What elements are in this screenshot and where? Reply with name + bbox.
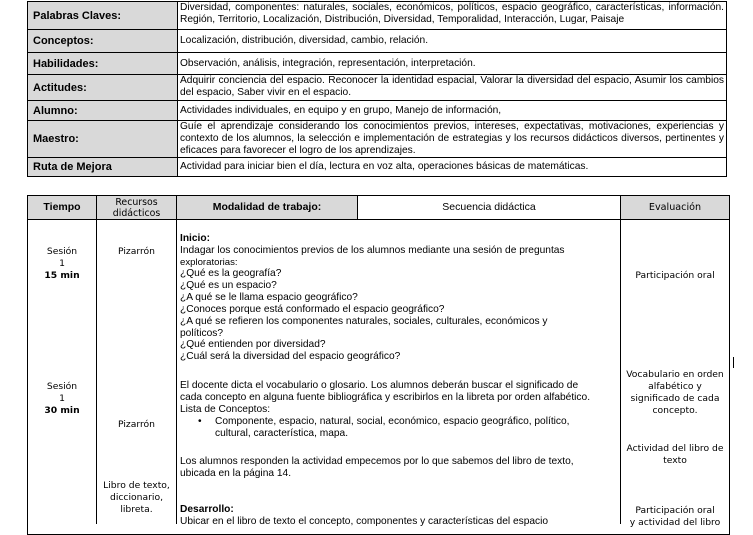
table-row — [28, 30, 727, 53]
evaluation-line: significado de cada — [630, 393, 720, 404]
sequence-desarrollo — [180, 504, 617, 528]
evaluation-item — [621, 270, 729, 282]
inicio-line: exploratorias: — [180, 257, 238, 268]
session-1 — [28, 246, 96, 282]
table-row — [28, 121, 727, 158]
col-divider — [620, 196, 621, 524]
row-value: Actividades individuales, en equipo y en grupo, Manejo de información, — [178, 101, 727, 121]
session-duration: 15 min — [44, 270, 80, 281]
inicio-title: Inicio: — [180, 233, 210, 244]
row-value: Actividad para iniciar bien el día, lectura en voz alta, operaciones básicas de matemáticas. — [178, 158, 727, 177]
table-row — [28, 53, 727, 75]
row-label: Habilidades: — [28, 53, 178, 75]
header-modalidad: Modalidad de trabajo: — [177, 196, 357, 219]
header-secuencia: Secuencia didáctica — [358, 196, 620, 219]
inicio-line: ¿Qué es un espacio? — [180, 280, 277, 291]
concept-line: • Componente, espacio, natural, social, económico, espacio geográfico, político, — [215, 416, 570, 427]
row-value: Observación, análisis, integración, representación, interpretación. — [178, 53, 727, 75]
sequence-vocabulario — [180, 380, 617, 440]
row-value: Adquirir conciencia del espacio. Reconocer la identidad espacial, Valorar la diversidad del espacio, Asumir los cambios del espacio, Saber vivir en el espacio. — [178, 75, 727, 101]
row-label: Conceptos: — [28, 30, 178, 53]
evaluation-item — [621, 369, 729, 417]
session-duration: 30 min — [44, 405, 80, 416]
sequence-libro — [180, 456, 617, 480]
evaluation-line: Actividad del libro de — [626, 443, 724, 454]
resource-list — [97, 480, 176, 516]
resource-item: diccionario, — [110, 492, 163, 503]
header-evaluacion: Evaluación — [621, 196, 729, 219]
session-2 — [28, 381, 96, 417]
evaluation-line: Participación oral — [635, 270, 715, 281]
header-recursos — [97, 196, 176, 219]
resource-item: Pizarrón — [118, 419, 155, 430]
vocab-line: cada concepto en alguna fuente bibliográfica y escribirlos en la libreta por orden alfabético. — [180, 392, 591, 403]
evaluation-line: y actividad del libro — [629, 517, 721, 528]
row-value: Diversidad, componentes: naturales, sociales, económicos, políticos, espacio geográfico, características, información. Región, Territorio, Localización, Distribución, Diversidad, Temporalidad, Interacción, Lugar, Paisaje — [178, 2, 727, 30]
evaluation-line: Participación oral — [635, 505, 715, 516]
session-number: 1 — [59, 258, 65, 269]
session-number: 1 — [59, 393, 65, 404]
inicio-line: ¿Cuál será la diversidad del espacio geográfico? — [180, 351, 401, 362]
table-row — [28, 75, 727, 101]
row-label: Ruta de Mejora — [28, 158, 178, 177]
inicio-line: ¿Qué es la geografía? — [180, 268, 282, 279]
row-label: Palabras Claves: — [28, 2, 178, 30]
concept-list — [180, 416, 617, 440]
evaluation-line: Vocabulario en orden — [626, 369, 724, 380]
table-row — [28, 101, 727, 121]
planning-info-table — [27, 1, 727, 177]
vocab-line: Lista de Conceptos: — [180, 404, 271, 415]
libro-line: Los alumnos responden la actividad empecemos por lo que sabemos del libro de texto, — [180, 456, 574, 467]
row-value: Localización, distribución, diversidad, cambio, relación. — [178, 30, 727, 53]
inicio-line: ¿Conoces porque está conformado el espacio geográfico? — [180, 304, 445, 315]
table-row — [28, 2, 727, 30]
vocab-line: El docente dicta el vocabulario o glosario. Los alumnos deberán buscar el significado de — [180, 380, 579, 391]
inicio-line: ¿A qué se le llama espacio geográfico? — [180, 292, 358, 303]
header-tiempo: Tiempo — [28, 196, 96, 219]
inicio-line: Indagar los conocimientos previos de los alumnos mediante una sesión de preguntas — [180, 245, 565, 256]
inicio-line: políticos? — [180, 328, 224, 339]
row-label: Alumno: — [28, 101, 178, 121]
col-divider — [357, 196, 358, 219]
evaluation-line: texto — [663, 455, 687, 466]
header-recursos-line2: didácticos — [112, 207, 161, 219]
evaluation-line: concepto. — [652, 405, 698, 416]
sequence-inicio — [180, 233, 617, 363]
header-recursos-line1: Recursos — [115, 196, 158, 208]
header-divider — [27, 219, 730, 220]
concept-item — [215, 416, 617, 440]
row-label: Maestro: — [28, 121, 178, 158]
session-label: Sesión — [46, 246, 78, 257]
concept-line: cultural, característica, mapa. — [215, 428, 349, 439]
desarrollo-line: Ubicar en el libro de texto el concepto, componentes y características del espacio — [180, 516, 549, 527]
inicio-line: ¿Qué entienden por diversidad? — [180, 339, 326, 350]
session-label: Sesión — [46, 381, 78, 392]
text-cursor — [733, 357, 734, 368]
evaluation-item — [621, 505, 729, 529]
resource-item: Pizarrón — [118, 246, 155, 257]
evaluation-item — [621, 443, 729, 467]
table-row — [28, 158, 727, 177]
resource-item: Libro de texto, — [103, 480, 170, 491]
col-divider — [176, 196, 177, 524]
row-value: Guíe el aprendizaje considerando los conocimientos previos, intereses, expectativas, motivaciones, experiencias y contexto de los alumnos, la selección e implementación de estrategias y los recursos didácticos diversos, pertinentes y eficaces para favorecer el logro de los aprendizajes. — [178, 121, 727, 158]
row-label: Actitudes: — [28, 75, 178, 101]
desarrollo-title: Desarrollo: — [180, 504, 234, 515]
inicio-line: ¿A qué se refieren los componentes naturales, sociales, culturales, económicos y — [180, 316, 548, 327]
libro-line: ubicada en la página 14. — [180, 468, 292, 479]
evaluation-line: alfabético y — [648, 381, 702, 392]
resource-item: libreta. — [120, 504, 153, 515]
